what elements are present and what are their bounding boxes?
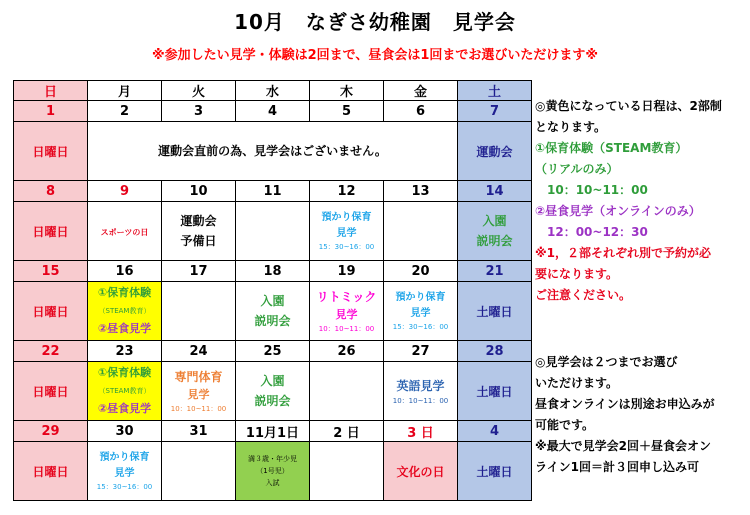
date-cell: 24	[162, 341, 236, 362]
culture-day-label: 文化の日	[384, 442, 458, 501]
event-sub: （1号児）	[256, 467, 289, 475]
week5-event-row	[14, 442, 532, 501]
event-title: リトミック	[316, 290, 377, 304]
saturday-label: 土曜日	[458, 442, 532, 501]
note-line: 12：00~12：30	[535, 225, 648, 239]
entrance-exam-cell	[236, 442, 310, 501]
date-cell: 20	[384, 261, 458, 282]
event-title: 入園	[482, 214, 507, 228]
date-cell: 25	[236, 341, 310, 362]
sports-day-label: 運動会	[458, 122, 532, 181]
date-cell: 16	[88, 261, 162, 282]
week2-date-row	[14, 181, 532, 202]
event-title: 予備日	[180, 234, 217, 248]
date-cell: 29	[14, 421, 88, 442]
sunday-label: 日曜日	[14, 122, 88, 181]
notes-top	[535, 96, 747, 306]
week1-event-row	[14, 122, 532, 181]
event-time: 15：30~16：00	[392, 323, 449, 331]
calendar-table	[13, 80, 532, 501]
note-line: 可能です。	[535, 418, 595, 432]
date-cell: 4	[236, 101, 310, 122]
date-cell: 15	[14, 261, 88, 282]
event-part2: ②昼食見学	[97, 402, 152, 415]
note-line: いただけます。	[535, 376, 619, 390]
event-sub: 見学	[410, 308, 431, 319]
event-cell	[88, 442, 162, 501]
date-cell: 1	[14, 101, 88, 122]
date-cell: 3	[162, 101, 236, 122]
note-line: ※1，２部それぞれ別で予約が必	[535, 246, 712, 260]
date-cell: 28	[458, 341, 532, 362]
two-part-event-cell	[88, 362, 162, 421]
weekday-sun: 日	[14, 81, 88, 101]
date-cell-holiday: 9	[88, 181, 162, 202]
event-cell	[310, 202, 384, 261]
note-line: となります。	[535, 120, 607, 134]
date-cell: 11月1日	[236, 421, 310, 442]
date-cell: 12	[310, 181, 384, 202]
note-line: 要になります。	[535, 267, 619, 281]
event-cell	[162, 362, 236, 421]
empty-cell	[310, 362, 384, 421]
note-line: 昼食オンラインは別途お申込みが	[535, 397, 715, 411]
week2-event-row	[14, 202, 532, 261]
event-cell	[310, 282, 384, 341]
note-line: ◎見学会は２つまでお選び	[535, 355, 678, 369]
event-sub: 見学	[335, 308, 358, 321]
no-visit-notice: 運動会直前の為、見学会はございません。	[88, 122, 458, 181]
weekday-header-row	[14, 81, 532, 101]
event-title: 説明会	[254, 314, 291, 328]
event-title: 運動会	[180, 214, 217, 228]
event-title: 英語見学	[396, 379, 445, 393]
event-sub: 見学	[187, 388, 210, 401]
event-title: 説明会	[476, 234, 513, 248]
note-line: ※最大で見学会2回＋昼食会オン	[535, 439, 712, 453]
event-sub: 見学	[336, 228, 357, 239]
sunday-label: 日曜日	[14, 282, 88, 341]
weekday-tue: 火	[162, 81, 236, 101]
event-time: 15：30~16：00	[96, 483, 153, 491]
date-cell: 31	[162, 421, 236, 442]
event-title: 預かり保育	[395, 292, 446, 303]
note-line: ライン1回＝計３回申し込み可	[535, 460, 699, 474]
empty-cell	[236, 202, 310, 261]
date-cell: 8	[14, 181, 88, 202]
event-title: 預かり保育	[99, 452, 150, 463]
event-time: 10：10~11：00	[318, 325, 375, 333]
event-cell	[162, 202, 236, 261]
week1-date-row	[14, 101, 532, 122]
event-title: 入園	[260, 294, 285, 308]
event-title: 入園	[260, 374, 285, 388]
note-line: 10：10~11：00	[535, 183, 648, 197]
event-title: 説明会	[254, 394, 291, 408]
date-cell: 30	[88, 421, 162, 442]
date-cell: 26	[310, 341, 384, 362]
weekday-wed: 水	[236, 81, 310, 101]
event-cell	[236, 362, 310, 421]
note-line: ご注意ください。	[535, 288, 632, 302]
page-subtitle: ※参加したい見学・体験は2回まで、昼食会は1回までお選びいただけます※	[151, 48, 599, 63]
date-cell: 11	[236, 181, 310, 202]
empty-cell	[310, 442, 384, 501]
saturday-label: 土曜日	[458, 282, 532, 341]
notes-bottom	[535, 352, 747, 478]
weekday-mon: 月	[88, 81, 162, 101]
event-time: 10：10~11：00	[392, 397, 449, 405]
holiday-cell	[88, 202, 162, 261]
note-line: ◎黄色になっている日程は、2部制	[535, 99, 722, 113]
event-cell	[458, 202, 532, 261]
event-part1-sub: （STEAM教育）	[98, 387, 151, 395]
event-part1: ①保育体験	[97, 286, 152, 299]
date-cell: 13	[384, 181, 458, 202]
weekday-thu: 木	[310, 81, 384, 101]
date-cell: 2	[88, 101, 162, 122]
holiday-label: スポーツの日	[100, 228, 149, 237]
date-cell: 10	[162, 181, 236, 202]
event-part1-sub: （STEAM教育）	[98, 307, 151, 315]
weekday-sat: 土	[458, 81, 532, 101]
date-cell: 7	[458, 101, 532, 122]
event-part2: ②昼食見学	[97, 322, 152, 335]
week4-date-row	[14, 341, 532, 362]
event-cell	[384, 362, 458, 421]
week3-date-row	[14, 261, 532, 282]
empty-cell	[384, 202, 458, 261]
sunday-label: 日曜日	[14, 202, 88, 261]
date-cell: 23	[88, 341, 162, 362]
date-cell: 18	[236, 261, 310, 282]
two-part-event-cell	[88, 282, 162, 341]
week3-event-row	[14, 282, 532, 341]
page-title: 10月 なぎさ幼稚園 見学会	[234, 10, 516, 34]
saturday-label: 土曜日	[458, 362, 532, 421]
note-line: ①保育体験（STEAM教育）	[535, 141, 688, 155]
week5-date-row	[14, 421, 532, 442]
event-time: 10：10~11：00	[170, 405, 227, 413]
date-cell: 14	[458, 181, 532, 202]
date-cell: 21	[458, 261, 532, 282]
sunday-label: 日曜日	[14, 442, 88, 501]
date-cell: 19	[310, 261, 384, 282]
date-cell: 27	[384, 341, 458, 362]
date-cell: 5	[310, 101, 384, 122]
empty-cell	[162, 442, 236, 501]
date-cell-holiday: 3 日	[384, 421, 458, 442]
event-part1: ①保育体験	[97, 366, 152, 379]
date-cell: 6	[384, 101, 458, 122]
week4-event-row	[14, 362, 532, 421]
note-line: （リアルのみ）	[535, 162, 619, 176]
date-cell: 22	[14, 341, 88, 362]
date-cell: 2 日	[310, 421, 384, 442]
event-cell	[236, 282, 310, 341]
event-sub: 見学	[114, 468, 135, 479]
event-title: 専門体育	[174, 370, 223, 384]
date-cell: 4	[458, 421, 532, 442]
event-title: 預かり保育	[321, 212, 372, 223]
event-time: 15：30~16：00	[318, 243, 375, 251]
weekday-fri: 金	[384, 81, 458, 101]
event-cell	[384, 282, 458, 341]
sunday-label: 日曜日	[14, 362, 88, 421]
date-cell: 17	[162, 261, 236, 282]
event-sub: 入試	[265, 479, 280, 487]
empty-cell	[162, 282, 236, 341]
event-title: 満３歳・年少児	[248, 455, 297, 463]
note-line: ②昼食見学（オンラインのみ）	[535, 204, 701, 218]
